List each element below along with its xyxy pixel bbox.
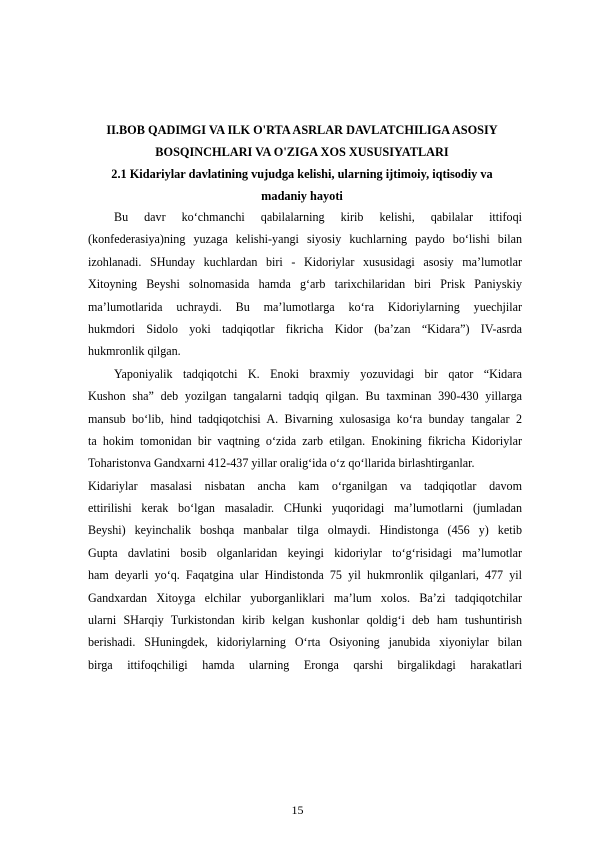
- text-line: Bu davr ko‘chmanchi qabilalarning kirib kelishi, qabilalar ittifoqi: [114, 210, 522, 224]
- chapter-title-line-1: II.BOB QADIMGI VA ILK O'RTA ASRLAR DAVLATCHILIGA ASOSIY: [106, 123, 498, 137]
- text-line: (konfederasiya)ning yuzaga kelishi-yangi siyosiy kuchlarning paydo bo‘lishi bilan: [88, 232, 522, 247]
- text-line: hukmdori Sidolo yoki tadqiqotlar fikricha Kidor (ba’zan “Kidara”) IV-asrda: [88, 321, 522, 336]
- text-line: ham deyarli yo‘q. Faqatgina ular Hindistonda 75 yil hukmronlik qilganlari, 477 yil: [88, 568, 522, 583]
- text-line: ularni SHarqiy Turkistondan kirib kelgan kushonlar qoldig‘i deb ham tushuntirish: [88, 613, 522, 628]
- text-line: Yaponiyalik tadqiqotchi K. Enoki braxmiy yozuvidagi bir qator “Kidara: [114, 366, 522, 381]
- text-line: berishadi. SHuningdek, kidoriylarning O‘rta Osiyoning janubida xiyoniylar bilan: [88, 635, 522, 650]
- text-line: ettirilishi kerak bo‘lgan masaladir. CHunki yuqoridagi ma’lumotlarni (jumladan: [88, 501, 522, 516]
- text-line: ta hokim tomonidan bir vaqtning o‘zida zarb etilgan. Enokining fikricha Kidoriylar: [88, 433, 522, 448]
- page-number: 15: [291, 803, 304, 817]
- section-heading: [82, 163, 522, 207]
- section-title-line-2: madaniy hayoti: [261, 189, 343, 203]
- text-line: mansub bo‘lib, hind tadqiqotchisi A. Bivarning xulosasiga ko‘ra bunday tangalar 2: [88, 411, 522, 426]
- chapter-title-line-2: BOSQINCHLARI VA O'ZIGA XOS XUSUSIYATLARI: [155, 145, 449, 159]
- chapter-heading: [82, 119, 522, 163]
- text-line: ma’lumotlarida uchraydi. Bu ma’lumotlarga ko‘ra Kidoriylarning yuechjilar: [88, 299, 522, 314]
- text-line: birga ittifoqchiligi hamda ularning Eronga qarshi birgalikdagi harakatlari: [88, 657, 522, 672]
- text-line: izohlanadi. SHunday kuchlardan biri - Kidoriylar xususidagi asosiy ma’lumotlar: [88, 254, 522, 269]
- body-text: [88, 206, 522, 676]
- text-line: Gupta davlatini bosib olganlaridan keyingi kidoriylar to‘g‘risidagi ma’lumotlar: [88, 545, 522, 560]
- text-line: Beyshi) keyinchalik boshqa manbalar tilga olmaydi. Hindistonga (456 y) ketib: [88, 523, 522, 538]
- text-line: Gandxardan Xitoyga elchilar yuborganliklari ma’lum xolos. Ba’zi tadqiqotchilar: [88, 590, 522, 605]
- text-line: Kushon sha” deb yozilgan tangalarni tadqiq qilgan. Bu taxminan 390-430 yillarga: [88, 389, 522, 404]
- text-line: Toharistonva Gandxarni 412-437 yillar oralig‘ida o‘z qo‘llarida birlashtirganlar.: [88, 456, 475, 471]
- text-line: hukmronlik qilgan.: [88, 344, 181, 359]
- section-title-line-1: 2.1 Kidariylar davlatining vujudga kelishi, ularning ijtimoiy, iqtisodiy va: [111, 167, 493, 181]
- text-line: Xitoyning Beyshi solnomasida hamda g‘arb tarixchilaridan biri Prisk Paniyskiy: [88, 277, 522, 292]
- text-line: Kidariylar masalasi nisbatan ancha kam o‘rganilgan va tadqiqotlar davom: [88, 478, 522, 493]
